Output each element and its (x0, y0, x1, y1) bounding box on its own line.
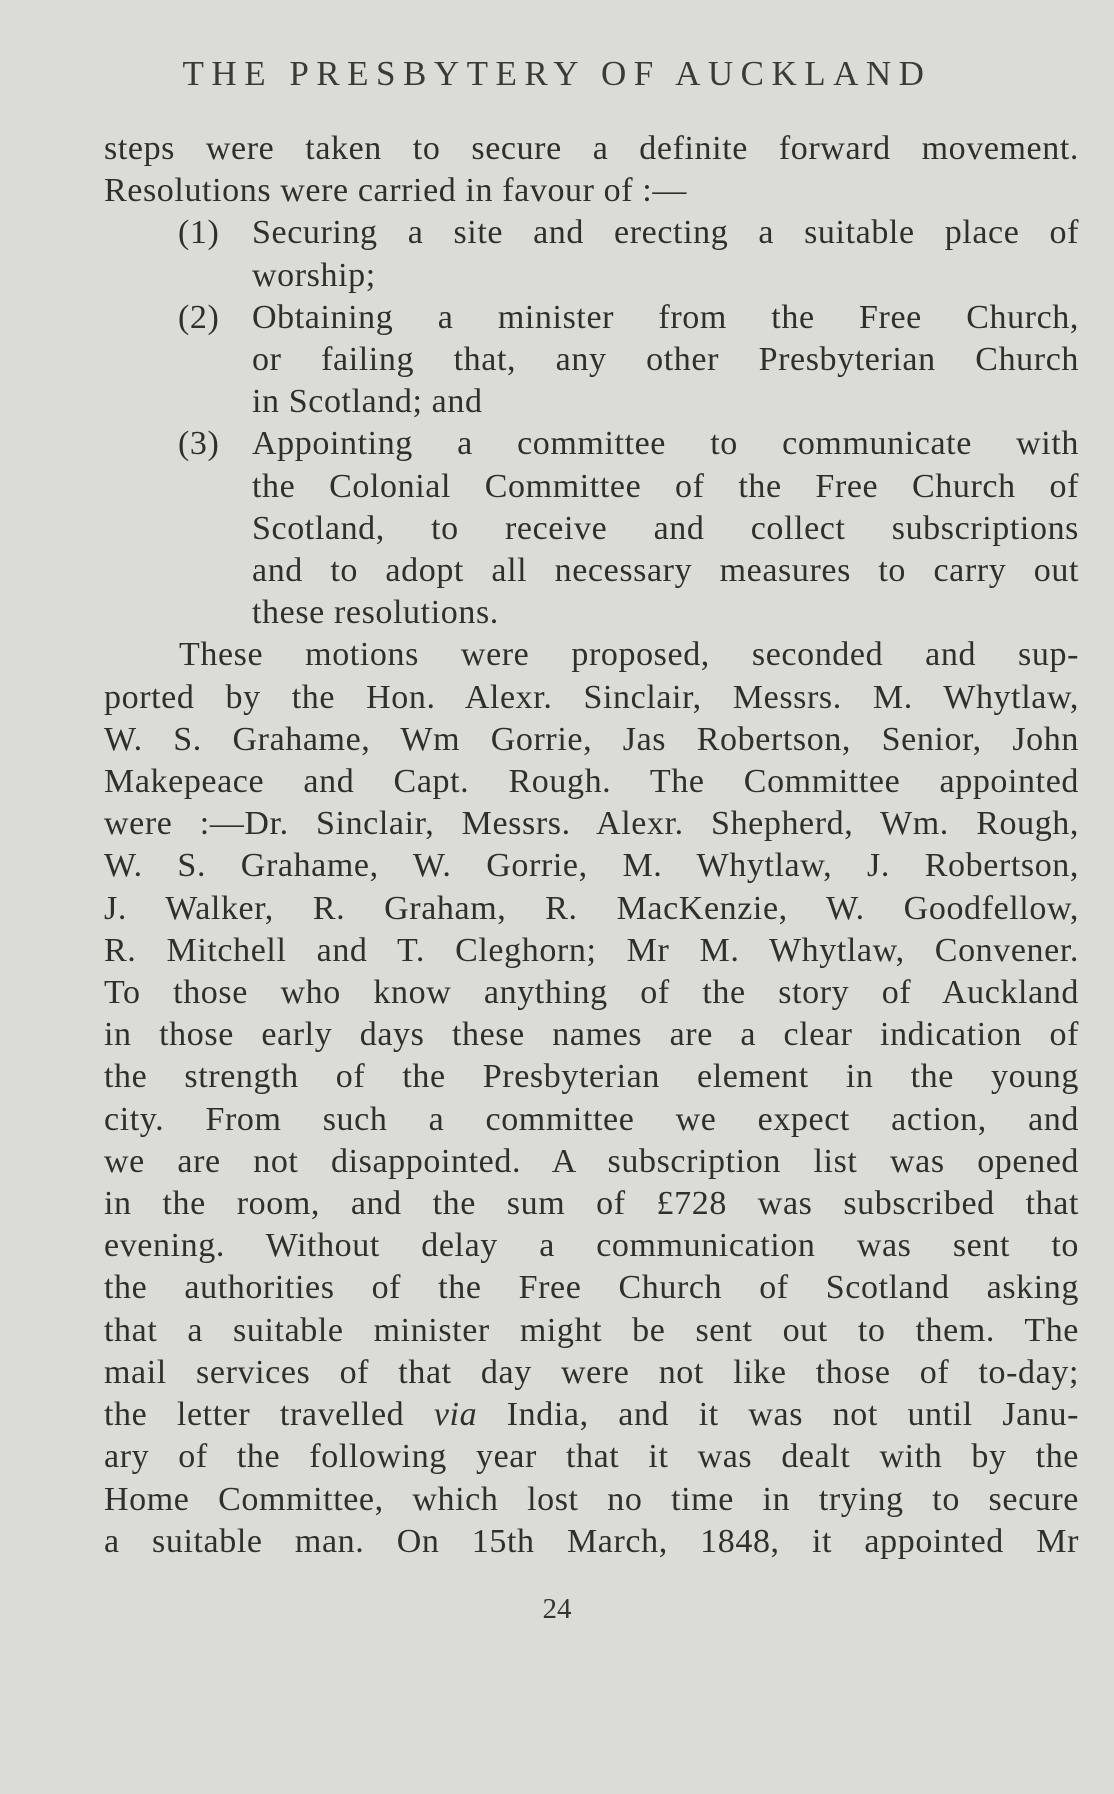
page-number: 24 (542, 1593, 572, 1625)
text-line: Home Committee, which lost no time in trying to secure (104, 1480, 1079, 1518)
text-line: ary of the following year that it was dealt with by the (104, 1438, 1079, 1476)
body-text (104, 128, 1079, 1563)
text-line: the authorities of the Free Church of Scotland asking (104, 1269, 1079, 1307)
text-line: in those early days these names are a clear indication of (104, 1016, 1079, 1054)
text-line: Obtaining a minister from the Free Church, (252, 298, 1079, 336)
text-line: city. From such a committee we expect action, and (104, 1100, 1079, 1138)
text-fragment: India, and it was not until Janu- (477, 1396, 1079, 1434)
text-line: these resolutions. (252, 594, 499, 632)
resolution-number: (2) (178, 298, 220, 336)
text-line: the Colonial Committee of the Free Church of (252, 467, 1079, 505)
text-line: mail services of that day were not like those of to-day; (104, 1353, 1079, 1391)
text-line: we are not disappointed. A subscription list was opened (104, 1142, 1079, 1180)
text-line: Makepeace and Capt. Rough. The Committee appointed (104, 763, 1079, 801)
text-fragment: the letter travelled (104, 1396, 434, 1434)
text-line: These motions were proposed, seconded and sup- (179, 636, 1079, 674)
text-line: Appointing a committee to communicate with (252, 425, 1079, 463)
text-line: or failing that, any other Presbyterian Church (252, 341, 1079, 379)
text-line: in Scotland; and (252, 383, 483, 421)
text-line: Scotland, to receive and collect subscriptions (252, 509, 1079, 547)
resolution-number: (1) (178, 214, 220, 252)
text-line: a suitable man. On 15th March, 1848, it appointed Mr (104, 1522, 1079, 1560)
text-line: ported by the Hon. Alexr. Sinclair, Messrs. M. Whytlaw, (104, 678, 1079, 716)
text-line: steps were taken to secure a definite forward movement. (104, 130, 1079, 167)
text-line: W. S. Grahame, W. Gorrie, M. Whytlaw, J. Robertson, (104, 847, 1079, 885)
text-line: To those who know anything of the story of Auckland (104, 974, 1079, 1012)
resolution-item-2 (104, 297, 1079, 424)
text-line: worship; (252, 256, 376, 294)
text-line: J. Walker, R. Graham, R. MacKenzie, W. Goodfellow, (104, 889, 1079, 927)
text-line: in the room, and the sum of £728 was subscribed that (104, 1185, 1079, 1223)
text-line: that a suitable minister might be sent out to them. The (104, 1311, 1079, 1349)
text-line: Resolutions were carried in favour of :— (104, 172, 687, 210)
resolution-item-3 (104, 423, 1079, 634)
text-line: were :—Dr. Sinclair, Messrs. Alexr. Shepherd, Wm. Rough, (104, 805, 1079, 843)
paragraph (104, 634, 1079, 1562)
text-line-via (104, 1394, 1079, 1436)
text-line: evening. Without delay a communication was sent to (104, 1227, 1079, 1265)
text-line: R. Mitchell and T. Cleghorn; Mr M. Whytlaw, Convener. (104, 931, 1079, 969)
resolution-item-1 (104, 212, 1079, 296)
text-line: W. S. Grahame, Wm Gorrie, Jas Robertson, Senior, John (104, 720, 1079, 758)
text-line: Securing a site and erecting a suitable place of (252, 214, 1079, 252)
resolution-number: (3) (178, 425, 220, 463)
running-head: THE PRESBYTERY OF AUCKLAND (182, 54, 932, 93)
text-line: the strength of the Presbyterian element in the young (104, 1058, 1079, 1096)
text-line: and to adopt all necessary measures to carry out (252, 552, 1079, 590)
italic-via: via (433, 1396, 478, 1434)
